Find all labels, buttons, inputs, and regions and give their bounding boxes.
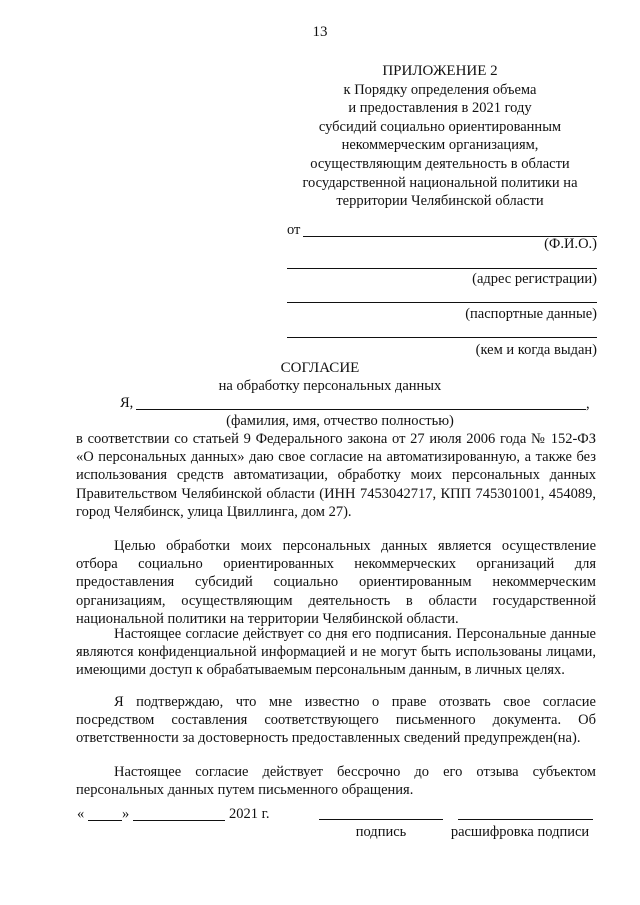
appendix-line: к Порядку определения объема — [343, 81, 537, 98]
address-line[interactable] — [287, 268, 597, 269]
page-number: 13 — [312, 24, 328, 40]
appendix-line: некоммерческим организациям, — [341, 137, 539, 154]
date-year: 2021 г. — [229, 806, 270, 822]
address-caption: (адрес регистрации) — [472, 271, 597, 287]
appendix-line: субсидий социально ориентированным — [318, 118, 562, 135]
passport-caption: (паспортные данные) — [465, 306, 597, 322]
appendix-line: осуществляющим деятельность в области — [310, 155, 570, 172]
fio-caption: (Ф.И.О.) — [544, 236, 597, 252]
date-month-line[interactable] — [133, 820, 225, 821]
decoding-caption: расшифровка подписи — [450, 824, 590, 840]
comma: , — [586, 396, 590, 412]
paragraph-acknowledge: Я подтверждаю, что мне известно о праве отозвать свое согласие посредством составления соответствующего письменного документа. Об ответственности за достоверность предоставленных сведений предупрежден(на). — [76, 694, 596, 747]
name-caption: (фамилия, имя, отчество полностью) — [226, 413, 454, 429]
paragraph-term: Настоящее согласие действует бессрочно до его отзыва субъектом персональных данных путем письменного обращения. — [76, 764, 596, 799]
paragraph-purpose: Целью обработки моих персональных данных является осуществление отбора социально ориентированных некоммерческих организаций для предоставления субсидий социально ориентированным некоммерческим организациям, осуществляющим деятельность в области государственной национальной политики на территории Челябинской области. — [76, 538, 596, 627]
date-close-quote: » — [122, 806, 130, 822]
paragraph-validity: Настоящее согласие действует со дня его подписания. Персональные данные являются конфиденциальной информацией и не могут быть использованы лицами, имеющими доступ к обрабатываемым персональным данным, в личных целях. — [76, 626, 596, 679]
from-label: от — [287, 222, 301, 238]
appendix-line: и предоставления в 2021 году — [348, 100, 532, 117]
appendix-line: государственной национальной политики на — [302, 174, 578, 191]
appendix-title: ПРИЛОЖЕНИЕ 2 — [382, 63, 498, 79]
appendix-line: территории Челябинской области — [336, 193, 544, 210]
i-label: Я, — [120, 395, 134, 411]
consent-subtitle: на обработку персональных данных — [218, 378, 442, 394]
date-day-line[interactable] — [88, 820, 122, 821]
passport-line[interactable] — [287, 302, 597, 303]
issued-caption: (кем и когда выдан) — [475, 342, 597, 358]
decoding-line[interactable] — [458, 819, 593, 820]
signature-line[interactable] — [319, 819, 443, 820]
issued-line[interactable] — [287, 337, 597, 338]
appendix-header — [280, 62, 600, 211]
signature-caption: подпись — [355, 824, 407, 840]
paragraph-law: в соответствии со статьей 9 Федерального закона от 27 июля 2006 года № 152-ФЗ «О персональных данных» даю свое согласие на автоматизированную, а также без использования средств автоматизации, обработку моих персональных данных Правительством Челябинской области (ИНН 7453042717, КПП 745301001, 454089, город Челябинск, улица Цвиллинга, дом 27). — [76, 431, 596, 520]
date-open-quote: « — [77, 806, 85, 822]
consent-title: СОГЛАСИЕ — [280, 360, 360, 376]
full-name-line[interactable] — [136, 409, 586, 410]
